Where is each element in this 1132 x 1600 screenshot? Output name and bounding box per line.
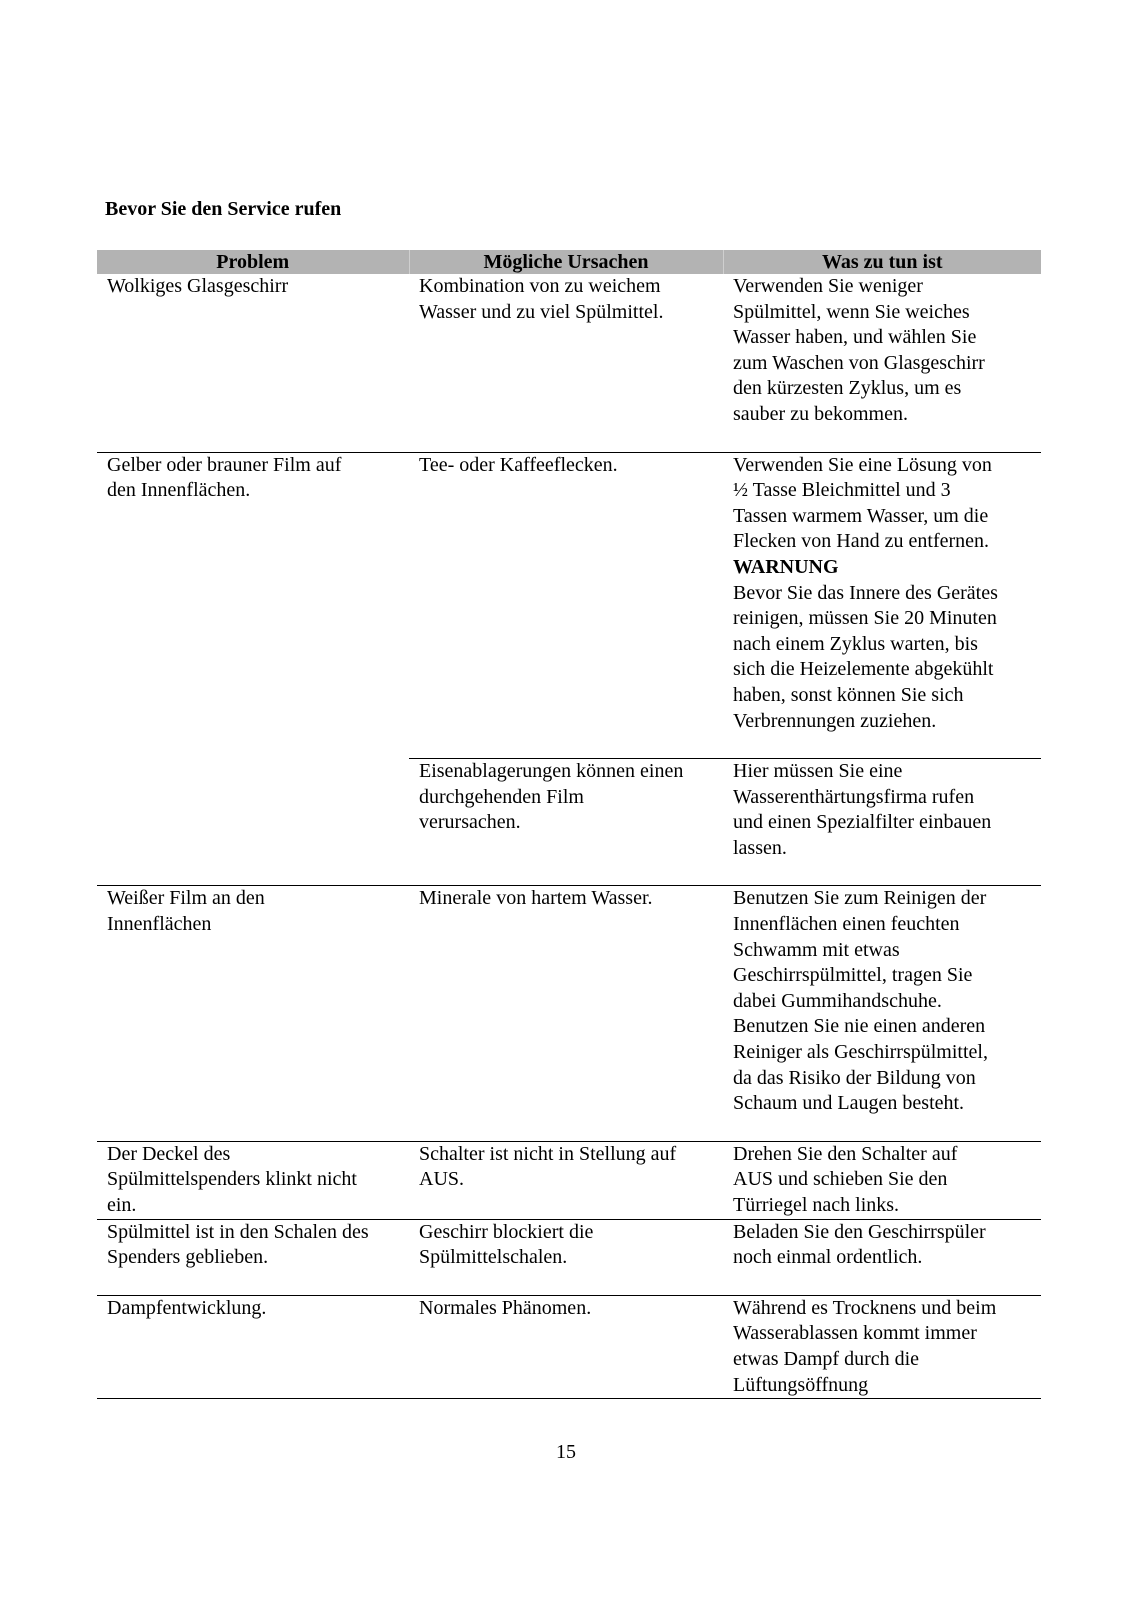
cell-text-line: Innenflächen — [107, 913, 212, 936]
cause-cell — [409, 1141, 723, 1219]
solution-cell — [723, 452, 1041, 759]
cell-text-line: lassen. — [733, 836, 787, 859]
problem-cell — [97, 274, 409, 452]
table-row — [97, 759, 1041, 886]
warning-text-line: reinigen, müssen Sie 20 Minuten — [733, 607, 997, 630]
table-row — [97, 1295, 1041, 1398]
cell-text-line: den Innenflächen. — [107, 479, 251, 502]
solution-cell — [723, 274, 1041, 452]
cell-text-line: Wasser haben, und wählen Sie — [733, 326, 977, 349]
cell-text-line: Spülmittel ist in den Schalen des — [107, 1220, 369, 1243]
warning-text-line: haben, sonst können Sie sich — [733, 683, 964, 706]
cell-text-line: da das Risiko der Bildung von — [733, 1066, 976, 1089]
cell-text-line: Normales Phänomen. — [419, 1296, 592, 1319]
cell-text-line: Dampfentwicklung. — [107, 1296, 267, 1319]
cell-text-line: AUS und schieben Sie den — [733, 1168, 948, 1191]
cause-cell — [409, 759, 723, 886]
cell-text-line: Benutzen Sie zum Reinigen der — [733, 887, 987, 910]
cell-text-line: Lüftungsöffnung — [733, 1373, 869, 1396]
cell-text-line: Hier müssen Sie eine — [733, 760, 903, 783]
problem-cell — [97, 886, 409, 1141]
problem-cell — [97, 1141, 409, 1219]
cell-text-line: Wolkiges Glasgeschirr — [107, 275, 289, 297]
problem-cell — [97, 759, 409, 886]
cell-text-line: Gelber oder brauner Film auf — [107, 453, 342, 476]
cell-text-line: Schwamm mit etwas — [733, 938, 900, 961]
cell-text-line: zum Waschen von Glasgeschirr — [733, 351, 985, 374]
page-heading: Bevor Sie den Service rufen — [105, 198, 342, 220]
table-body — [97, 274, 1041, 1399]
cell-text-line: Wasserenthärtungsfirma rufen — [733, 785, 975, 808]
table-row — [97, 1141, 1041, 1219]
troubleshooting-table-container — [97, 250, 1041, 1399]
cell-text-line: Reiniger als Geschirrspülmittel, — [733, 1041, 988, 1064]
cell-text-line: ein. — [107, 1194, 137, 1216]
cell-text-line: Spülmittelschalen. — [419, 1246, 568, 1269]
cause-cell — [409, 886, 723, 1141]
cell-text-line: verursachen. — [419, 811, 521, 834]
header-solution: Was zu tun ist — [723, 250, 1041, 274]
cell-text-line: etwas Dampf durch die — [733, 1347, 920, 1370]
solution-cell — [723, 886, 1041, 1141]
cell-text-line: den kürzesten Zyklus, um es — [733, 377, 962, 400]
problem-cell — [97, 1295, 409, 1398]
table-row — [97, 1219, 1041, 1295]
cell-text-line: Spülmittel, wenn Sie weiches — [733, 300, 970, 323]
cause-cell — [409, 274, 723, 452]
cell-text-line: ½ Tasse Bleichmittel und 3 — [733, 479, 951, 502]
cell-text-line: Türriegel nach links. — [733, 1194, 900, 1216]
cell-text-line: Wasser und zu viel Spülmittel. — [419, 300, 664, 323]
cell-text-line: Tassen warmem Wasser, um die — [733, 504, 989, 527]
solution-cell — [723, 759, 1041, 886]
table-row — [97, 886, 1041, 1141]
problem-cell — [97, 452, 409, 759]
cell-text-line: Verwenden Sie weniger — [733, 275, 923, 297]
warning-title: WARNUNG — [733, 555, 839, 578]
warning-text-line: Bevor Sie das Innere des Gerätes — [733, 581, 998, 604]
page-number: 15 — [556, 1441, 576, 1463]
cell-text-line: AUS. — [419, 1168, 465, 1191]
solution-cell — [723, 1219, 1041, 1295]
cell-text-line: und einen Spezialfilter einbauen — [733, 811, 992, 834]
warning-text-line: sich die Heizelemente abgekühlt — [733, 658, 994, 681]
cell-text-line: Spülmittelspenders klinkt nicht — [107, 1168, 357, 1191]
cell-text-line: Innenflächen einen feuchten — [733, 913, 960, 936]
cell-text-line: Spenders geblieben. — [107, 1246, 269, 1269]
solution-cell — [723, 1295, 1041, 1398]
cell-text-line: Wasserablassen kommt immer — [733, 1322, 977, 1345]
cause-cell — [409, 1219, 723, 1295]
cell-text-line: Verwenden Sie eine Lösung von — [733, 453, 992, 476]
cause-cell — [409, 452, 723, 759]
cell-text-line: Geschirr blockiert die — [419, 1220, 594, 1243]
cell-text-line: Minerale von hartem Wasser. — [419, 887, 653, 910]
solution-cell — [723, 1141, 1041, 1219]
troubleshooting-table — [97, 250, 1041, 1399]
table-header-row — [97, 250, 1041, 274]
cause-cell — [409, 1295, 723, 1398]
cell-text-line: Weißer Film an den — [107, 887, 265, 910]
cell-text-line: noch einmal ordentlich. — [733, 1246, 923, 1269]
cell-text-line: Benutzen Sie nie einen anderen — [733, 1015, 986, 1038]
cell-text-line: Während es Trocknens und beim — [733, 1296, 997, 1319]
cell-text-line: dabei Gummihandschuhe. — [733, 989, 942, 1012]
table-row — [97, 452, 1041, 759]
cell-text-line: Beladen Sie den Geschirrspüler — [733, 1220, 986, 1243]
cell-text-line: Schalter ist nicht in Stellung auf — [419, 1142, 677, 1165]
table-row — [97, 274, 1041, 452]
cell-text-line: Eisenablagerungen können einen — [419, 760, 684, 783]
header-causes: Mögliche Ursachen — [409, 250, 723, 274]
header-problem: Problem — [97, 250, 409, 274]
cell-text-line: Kombination von zu weichem — [419, 275, 661, 297]
cell-text-line: Geschirrspülmittel, tragen Sie — [733, 964, 973, 987]
warning-text-line: Verbrennungen zuziehen. — [733, 709, 937, 732]
cell-text-line: Flecken von Hand zu entfernen. — [733, 530, 990, 553]
cell-text-line: durchgehenden Film — [419, 785, 584, 808]
cell-text-line: Schaum und Laugen besteht. — [733, 1092, 965, 1115]
cell-text-line: Tee- oder Kaffeeflecken. — [419, 453, 618, 476]
problem-cell — [97, 1219, 409, 1295]
warning-text-line: nach einem Zyklus warten, bis — [733, 632, 978, 655]
cell-text-line: sauber zu bekommen. — [733, 402, 908, 425]
cell-text-line: Der Deckel des — [107, 1142, 231, 1165]
cell-text-line: Drehen Sie den Schalter auf — [733, 1142, 958, 1165]
